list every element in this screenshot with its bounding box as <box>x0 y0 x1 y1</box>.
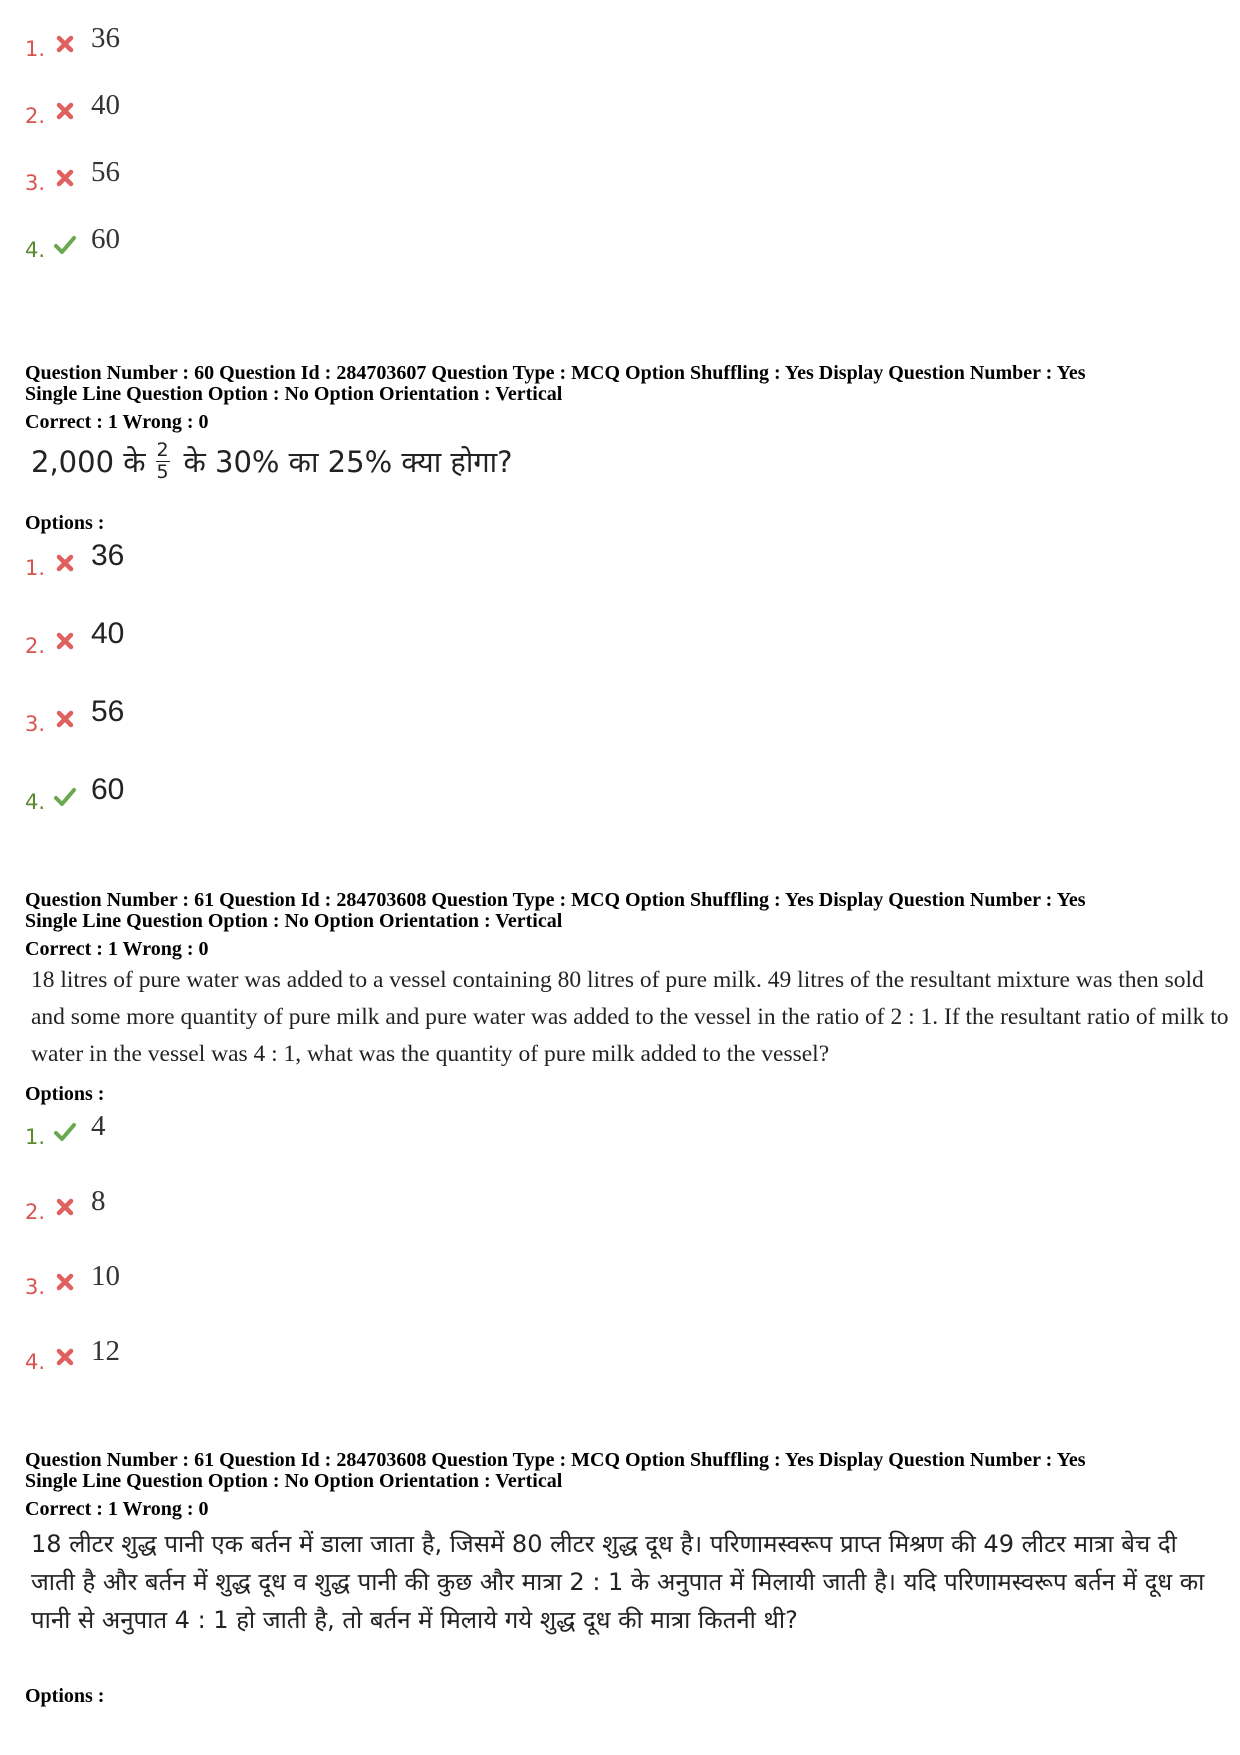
question-meta-line1: Question Number : 61 Question Id : 284703608 Question Type : MCQ Option Shuffling : Yes Display Question Number : Yes <box>25 889 1086 911</box>
option-number: 2. <box>25 1200 46 1224</box>
option-value: 12 <box>91 1335 120 1367</box>
option-value: 4 <box>91 1110 106 1142</box>
option-value: 60 <box>91 223 120 255</box>
cross-icon <box>53 707 77 731</box>
option-value: 10 <box>91 1260 120 1292</box>
fraction-denominator: 5 <box>156 461 169 483</box>
option-number: 3. <box>25 712 46 736</box>
question-meta-line1: Question Number : 61 Question Id : 284703608 Question Type : MCQ Option Shuffling : Yes Display Question Number : Yes <box>25 1449 1086 1471</box>
question-meta-line2: Single Line Question Option : No Option Orientation : Vertical <box>25 1470 563 1492</box>
question-text: 18 litres of pure water was added to a vessel containing 80 litres of pure milk. 49 litres of the resultant mixture was then sold and some more quantity of pure milk and pure water was added to the vessel in the ratio of 2 : 1. If the resultant ratio of milk to water in the vessel was 4 : 1, what was the quantity of pure milk added to the vessel? <box>31 967 1229 1067</box>
option-value: 40 <box>91 89 120 121</box>
option-number: 1. <box>25 37 46 61</box>
option-number: 1. <box>25 1125 46 1149</box>
options-label: Options : <box>25 1685 105 1707</box>
check-icon <box>53 785 77 809</box>
option-number: 3. <box>25 1275 46 1299</box>
question-meta-line2: Single Line Question Option : No Option Orientation : Vertical <box>25 910 563 932</box>
option-number: 4. <box>25 238 46 262</box>
fraction-numerator: 2 <box>156 439 169 461</box>
cross-icon <box>53 1270 77 1294</box>
question-meta-line2: Single Line Question Option : No Option Orientation : Vertical <box>25 383 563 405</box>
fraction <box>156 440 170 483</box>
cross-icon <box>53 1345 77 1369</box>
cross-icon <box>53 32 77 56</box>
score-info: Correct : 1 Wrong : 0 <box>25 1498 209 1520</box>
option-value: 56 <box>91 156 120 188</box>
cross-icon <box>53 166 77 190</box>
cross-icon <box>53 99 77 123</box>
options-label: Options : <box>25 512 105 534</box>
score-info: Correct : 1 Wrong : 0 <box>25 411 209 433</box>
cross-icon <box>53 1195 77 1219</box>
option-number: 4. <box>25 790 46 814</box>
question-text <box>31 440 513 483</box>
option-value: 56 <box>91 695 125 728</box>
option-number: 1. <box>25 556 46 580</box>
question-text: 18 लीटर शुद्ध पानी एक बर्तन में डाला जाता है, जिसमें 80 लीटर शुद्ध दूध है। परिणामस्वरूप प्राप्त मिश्रण की 49 लीटर मात्रा बेच दी जाती है और बर्तन में शुद्ध दूध व शुद्ध पानी की कुछ और मात्रा 2 : 1 के अनुपात में मिलायी जाती है। यदि परिणामस्वरूप बर्तन में दूध का पानी से अनुपात 4 : 1 हो जाती है, तो बर्तन में मिलाये गये शुद्ध दूध की मात्रा कितनी थी? <box>31 1530 1205 1634</box>
check-icon <box>53 233 77 257</box>
check-icon <box>53 1120 77 1144</box>
option-value: 36 <box>91 539 125 572</box>
option-value: 40 <box>91 617 125 650</box>
option-number: 2. <box>25 634 46 658</box>
option-number: 2. <box>25 104 46 128</box>
option-number: 3. <box>25 171 46 195</box>
score-info: Correct : 1 Wrong : 0 <box>25 938 209 960</box>
question-meta-line1: Question Number : 60 Question Id : 284703607 Question Type : MCQ Option Shuffling : Yes Display Question Number : Yes <box>25 362 1086 384</box>
option-value: 60 <box>91 773 125 806</box>
option-number: 4. <box>25 1350 46 1374</box>
cross-icon <box>53 551 77 575</box>
option-value: 36 <box>91 22 120 54</box>
question-prefix: 2,000 के <box>31 445 146 479</box>
options-label: Options : <box>25 1083 105 1105</box>
cross-icon <box>53 629 77 653</box>
question-suffix: के 30% का 25% क्या होगा? <box>183 445 513 479</box>
option-value: 8 <box>91 1185 106 1217</box>
